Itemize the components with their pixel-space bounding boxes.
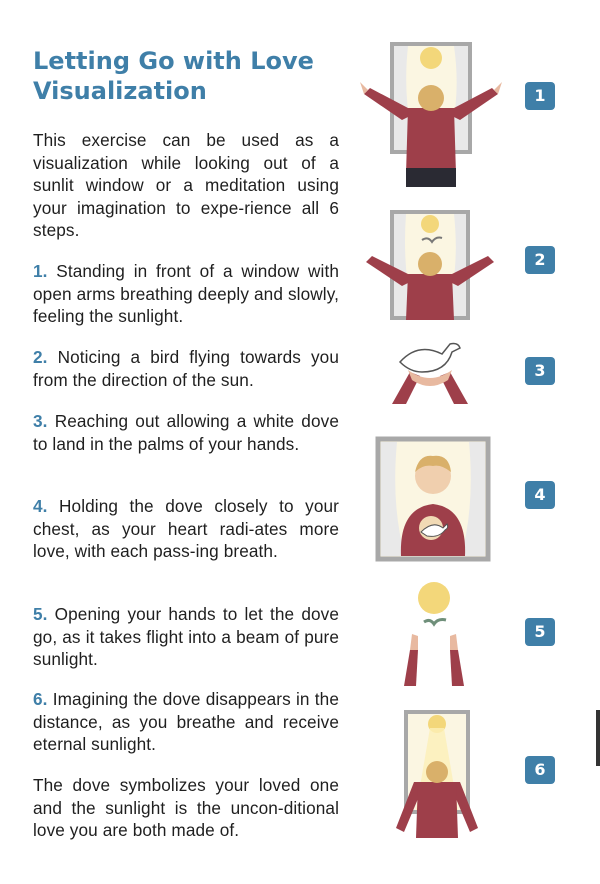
left-arm (404, 650, 418, 686)
hands (410, 634, 458, 650)
page-edge-marker (596, 710, 600, 766)
step-1-text (33, 260, 339, 328)
step-5-text (33, 603, 339, 671)
trousers (406, 168, 456, 187)
closing-paragraph: The dove symbolizes your loved one and the sunlight is the uncon-ditional love you are both made of. (33, 775, 339, 840)
sun-icon (421, 215, 439, 233)
step-1-illustration (358, 42, 502, 187)
step-6-description: Imagining the dove disappears in the distance, as you breathe and receive eternal sunlight. (33, 689, 339, 754)
sun-icon (420, 47, 442, 69)
step-badge-3: 3 (525, 357, 555, 385)
sun-icon (418, 582, 450, 614)
step-3-text (33, 410, 339, 455)
dove-icon (400, 344, 460, 373)
step-3-number: 3. (33, 411, 48, 431)
torso (406, 274, 454, 320)
step-badge-4: 4 (525, 481, 555, 509)
intro-paragraph: This exercise can be used as a visualization while looking out of a sunlit window or a meditation using your imagination to expe-rience all 6 steps. (33, 130, 339, 240)
step-3-illustration (388, 336, 472, 406)
step-badge-1: 1 (525, 82, 555, 110)
step-1-description: Standing in front of a window with open arms breathing deeply and slowly, feeling the sunlight. (33, 261, 339, 326)
step-6-illustration (392, 710, 480, 838)
step-badge-6: 6 (525, 756, 555, 784)
page-title: Letting Go with Love Visualization (33, 47, 314, 105)
step-badge-5: 5 (525, 618, 555, 646)
step-4-description: Holding the dove closely to your chest, as your heart radi-ates more love, with each pass-ing breath. (33, 496, 339, 561)
step-6-number: 6. (33, 689, 48, 709)
step-4-number: 4. (33, 496, 48, 516)
step-2-number: 2. (33, 347, 48, 367)
step-2-text (33, 346, 339, 391)
step-2-illustration (360, 210, 500, 320)
step-5-description: Opening your hands to let the dove go, as it takes flight into a beam of pure sunlight. (33, 604, 339, 669)
head (418, 85, 444, 111)
head (418, 252, 442, 276)
step-1-number: 1. (33, 261, 48, 281)
step-3-description: Reaching out allowing a white dove to land in the palms of your hands. (33, 411, 339, 454)
step-4-text (33, 495, 339, 563)
step-2-description: Noticing a bird flying towards you from the direction of the sun. (33, 347, 339, 390)
torso (416, 782, 458, 838)
torso (406, 108, 456, 174)
step-6-text (33, 688, 339, 756)
step-5-number: 5. (33, 604, 48, 624)
right-arm (450, 650, 464, 686)
step-4-illustration (375, 436, 491, 562)
step-badge-2: 2 (525, 246, 555, 274)
step-5-illustration (402, 578, 466, 688)
dove-icon (424, 620, 446, 625)
head (426, 761, 448, 783)
